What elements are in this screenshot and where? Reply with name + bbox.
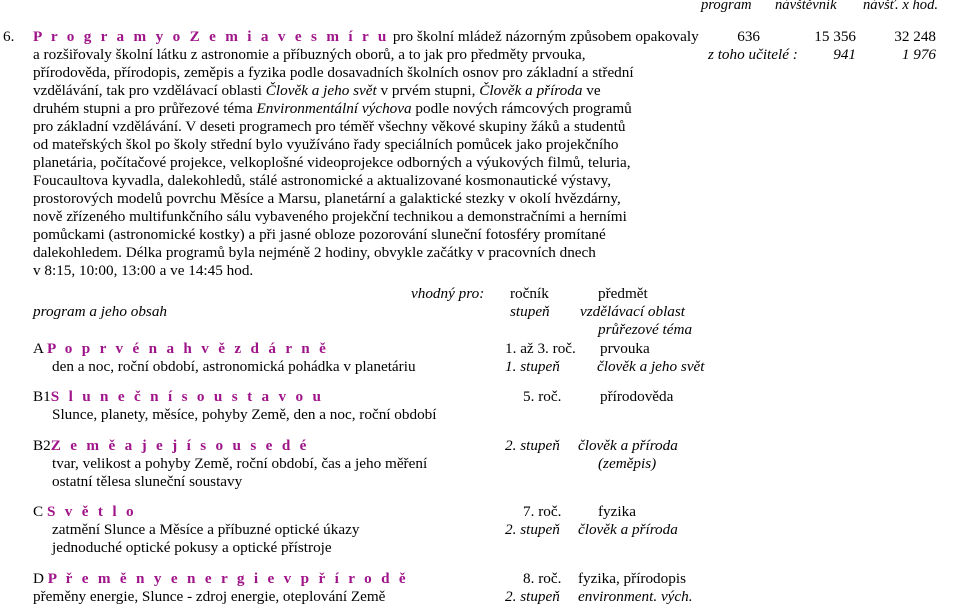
stat-navstevnik: 15 356 (814, 28, 856, 45)
entry-line-10: nově zřízeného multifunkčního sálu vybaveného projekční technikou a demonstračními a herními (33, 208, 627, 225)
entry-title-line (33, 28, 699, 46)
program-b2-title: Z e m ě a j e j í s o u s e d é (50, 437, 310, 454)
program-c-title: S v ě t l o (46, 503, 137, 520)
program-b2-desc-1: ostatní tělesa sluneční soustavy (52, 473, 243, 490)
program-d-area: environment. vých. (578, 588, 693, 605)
entry-title: P r o g r a m y o Z e m i a v e s m í r u (33, 28, 390, 45)
program-b2-stage: 2. stupeň (505, 437, 560, 454)
entry-line-12: dalekohledem. Délka programů byla nejméně 2 hodiny, obvykle začátky v pracovních dnech (33, 244, 596, 261)
predmet-header: předmět (598, 285, 648, 302)
entry-line-11: pomůckami (astronomické kostky) a při jasné obloze pozorování sluneční fotosféry promítané (33, 226, 606, 243)
program-d-heading: D P ř e m ě n y e n e r g i e v p ř í r o d ě (33, 570, 409, 587)
vzdelavaci-oblast-header: vzdělávací oblast (580, 303, 686, 320)
program-b2-desc-0: tvar, velikost a pohyby Země, roční období, čas a jeho měření (52, 455, 428, 472)
entry-number: 6. (3, 28, 15, 45)
program-a-heading: A P o p r v é n a h v ě z d á r n ě (33, 340, 329, 357)
entry-line-2: přírodověda, přírodopis, zeměpis a fyzika podle dosavadních školních osnov pro základní a střední (33, 64, 634, 81)
teachers-label: z toho učitelé : (708, 46, 798, 63)
entry-line-0: pro školní mládež názorným způsobem opakovaly (392, 28, 699, 45)
program-c-stage: 2. stupeň (505, 521, 560, 538)
program-d-subject: fyzika, přírodopis (578, 570, 686, 587)
program-c-heading: C S v ě t l o (33, 503, 137, 520)
entry-line-5: pro základní vzdělávání. V deseti programech pro téměř všechny věkové skupiny žáků a studentů (33, 118, 626, 135)
prurezove-tema-header: průřezové téma (598, 321, 693, 338)
teachers-navstevnik: 941 (833, 46, 856, 63)
entry-line-8: Foucaultova kyvadla, dalekohledů, stálé astronomické a aktualizované kosmonautické výstavy, (33, 172, 612, 189)
program-b1-subject: přírodověda (600, 388, 674, 405)
entry-line-13: v 8:15, 10:00, 13:00 a ve 14:45 hod. (33, 262, 254, 279)
program-c-desc-1: jednoduché optické pokusy a optické přístroje (52, 539, 332, 556)
header-navstevnik: návštěvník (775, 0, 837, 13)
program-b1-heading: B1S l u n e č n í s o u s t a v o u (33, 388, 324, 405)
program-obsah-header: program a jeho obsah (33, 303, 168, 320)
program-b2-area2: (zeměpis) (598, 455, 657, 472)
program-a-grade: 1. až 3. roč. (505, 340, 576, 357)
program-d-stage: 2. stupeň (505, 588, 560, 605)
header-navst-hod: návšť. x hod. (863, 0, 939, 13)
program-a-title: P o p r v é n a h v ě z d á r n ě (46, 340, 329, 357)
program-c-subject: fyzika (598, 503, 636, 520)
stat-navst-hod: 32 248 (894, 28, 936, 45)
program-d-grade: 8. roč. (523, 570, 562, 587)
program-a-subject: prvouka (600, 340, 650, 357)
program-c-desc-0: zatmění Slunce a Měsíce a příbuzné optické úkazy (52, 521, 360, 538)
entry-line-6: od mateřských škol po školy střední bylo využíváno řady speciálních pomůcek jako projekčního (33, 136, 619, 153)
program-b1-desc-0: Slunce, planety, měsíce, pohyby Země, den a noc, roční období (52, 406, 437, 423)
program-a-area: člověk a jeho svět (597, 358, 705, 375)
stat-program: 636 (737, 28, 760, 45)
program-d-desc-0: přeměny energie, Slunce - zdroj energie, oteplování Země (33, 588, 386, 605)
entry-line-7: planetária, počítačové projekce, velkoplošné videoprojekce odborných a výukových filmů, teluria, (33, 154, 631, 171)
program-a-desc-0: den a noc, roční období, astronomická pohádka v planetáriu (52, 358, 416, 375)
program-b2-area: člověk a příroda (578, 437, 678, 454)
program-b1-title: S l u n e č n í s o u s t a v o u (50, 388, 324, 405)
vhodny-pro-label: vhodný pro: (411, 285, 485, 302)
program-b2-heading: B2Z e m ě a j e j í s o u s e d é (33, 437, 310, 454)
program-c-grade: 7. roč. (523, 503, 562, 520)
entry-line-4: druhém stupni a pro průřezové téma Environmentální výchova podle nových rámcových programů (33, 100, 632, 117)
program-c-area: člověk a příroda (578, 521, 678, 538)
teachers-navst-hod: 1 976 (901, 46, 936, 63)
header-program: program (701, 0, 752, 13)
entry-line-1: a rozšiřovaly školní látku z astronomie a příbuzných oborů, a to jak pro předměty prvouka, (33, 46, 586, 63)
program-a-stage: 1. stupeň (505, 358, 560, 375)
stupen-header: stupeň (510, 303, 550, 320)
entry-line-3: vzdělávání, tak pro vzdělávací oblasti Člověk a jeho svět v prvém stupni, Člověk a příroda ve (33, 82, 601, 99)
program-d-title: P ř e m ě n y e n e r g i e v p ř í r o d ě (47, 570, 409, 587)
program-b1-grade: 5. roč. (523, 388, 562, 405)
entry-line-9: prostorových modelů povrchu Měsíce a Marsu, planetární a galaktické stezky v okolí hvězdárny, (33, 190, 621, 207)
rocnik-header: ročník (510, 285, 549, 302)
